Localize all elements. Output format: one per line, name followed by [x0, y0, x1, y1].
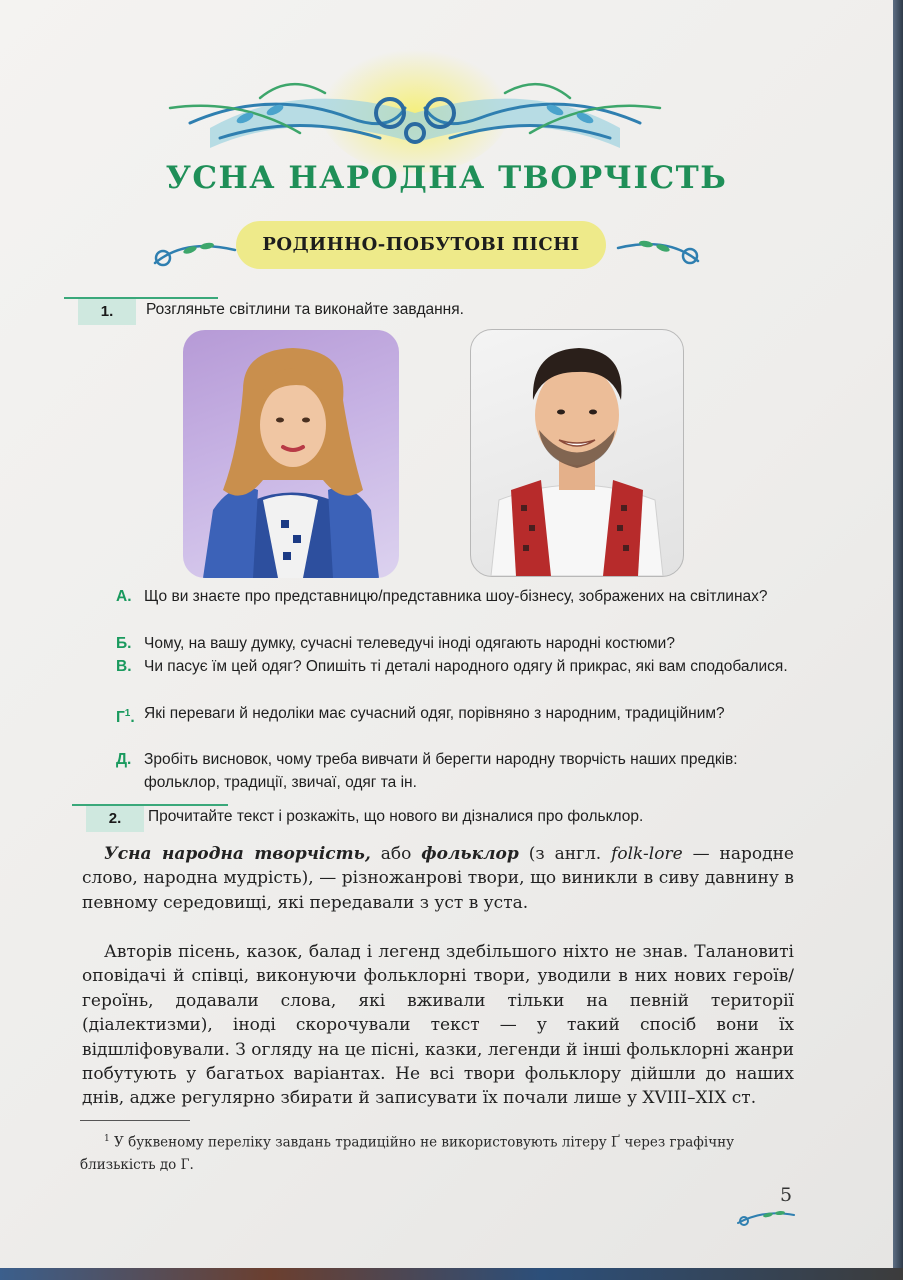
paragraph-folklore-definition: Усна народна творчість, або фольклор (з англ. folk-lore — народне слово, народна мудрість), — різножанрові твори, що виникли в сиву давнину в певному середовищі, які передавали з уст в уста. — [82, 844, 794, 913]
question-text: Зробіть висновок, чому треба вивчати й берегти народну творчість наших предків: фольклор, традиції, звичаї, одяг та ін. — [144, 751, 738, 791]
photo-man-vyshyvanka — [470, 329, 684, 577]
folk-ornament-right — [608, 226, 708, 276]
book-edge-bottom — [0, 1268, 903, 1280]
task-1-number: 1. — [78, 299, 136, 325]
folk-ornament-left — [145, 228, 245, 278]
task-1-instruction: Розгляньте світлини та виконайте завдання. — [146, 301, 464, 318]
term-folklore: фольклор — [421, 844, 519, 864]
section-subtitle: РОДИННО-ПОБУТОВІ ПІСНІ — [236, 221, 606, 269]
question-letter: Д. — [116, 751, 132, 768]
question-letter: $Г^1$. — [116, 708, 135, 727]
task-2-number: 2. — [86, 806, 144, 832]
question-letter: В. — [116, 658, 132, 675]
task-2-instruction: Прочитайте текст і розкажіть, що нового ви дізналися про фольклор. — [148, 808, 644, 825]
man-illustration — [471, 330, 683, 576]
term-folk-lore-english: folk-lore — [611, 844, 683, 864]
term-oral-folk-art: Усна народна творчість, — [104, 844, 371, 864]
footnote-separator — [80, 1120, 190, 1121]
question-letter: А. — [116, 588, 132, 605]
question-text: Чому, на вашу думку, сучасні телеведучі іноді одягають народні костюми? — [144, 635, 675, 652]
task-1-header — [64, 297, 464, 329]
paragraph-folklore-authors: Авторів пісень, казок, балад і легенд здебільшого ніхто не знав. Талановиті оповідачі й співці, виконуючи фольклорні твори, уводили в них нових героїв/героїнь, додавали слова, які вживали тільки на певній території (діалектизми), іноді скорочували текст — у такий спосіб вони їх відшліфовували. З огляду на це пісні, казки, легенди й інші фольклорні жанри побутують у багатьох варіантах. Не всі твори фольклору дійшли до наших днів, адже регулярно збирати й записувати їх почали лише у XVIII–XIX ст. — [82, 942, 794, 1109]
woman-illustration — [183, 330, 399, 578]
task-2-header — [72, 804, 644, 836]
book-edge-right — [893, 0, 903, 1280]
question-letter: Б. — [116, 635, 132, 652]
question-text: Які переваги й недоліки має сучасний одяг, порівняно з народним, традиційним? — [144, 705, 725, 722]
question-text: Що ви знаєте про представницю/представника шоу-бізнесу, зображених на світлинах? — [144, 588, 768, 605]
page-title: УСНА НАРОДНА ТВОРЧІСТЬ — [165, 160, 728, 196]
folk-ornament-header — [150, 38, 680, 173]
corner-ornament — [734, 1205, 798, 1229]
question-text: Чи пасує їм цей одяг? Опишіть ті деталі народного одягу й прикрас, які вам сподобалися. — [144, 658, 788, 675]
page-number: 5 — [780, 1184, 793, 1206]
footnote: $^1$ У буквеному переліку завдань традиційно не використовують літеру Ґ через графічну близькість до Г. — [80, 1134, 735, 1173]
photo-woman-embroidered-costume — [183, 330, 399, 578]
